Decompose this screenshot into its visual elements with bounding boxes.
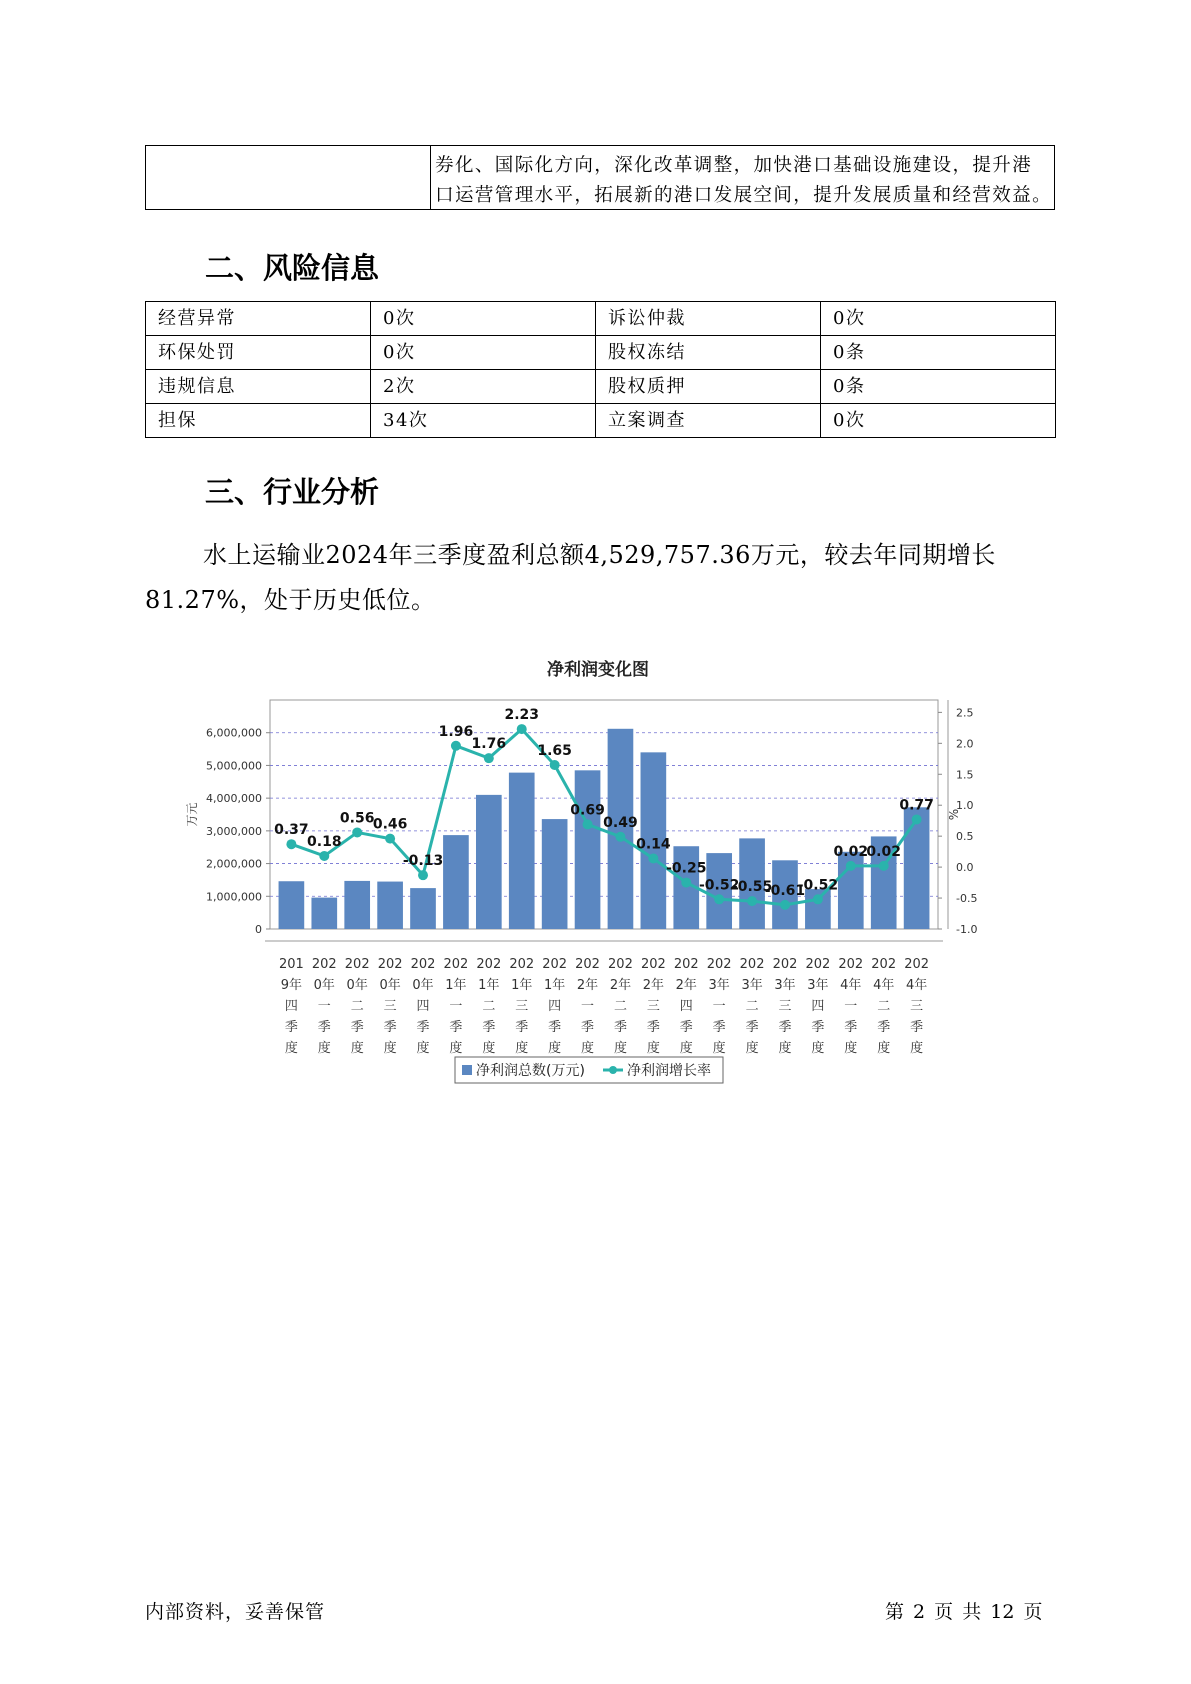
risk-label-cell: 担保 bbox=[146, 404, 371, 438]
y-tick-label: 0 bbox=[255, 923, 262, 936]
x-tick-label: 度 bbox=[844, 1041, 858, 1056]
x-tick-label: 度 bbox=[515, 1041, 529, 1056]
x-tick-label: 202 bbox=[509, 957, 535, 972]
risk-label-cell: 股权质押 bbox=[596, 370, 821, 404]
x-tick-label: 度 bbox=[877, 1041, 891, 1056]
x-tick-label: 202 bbox=[706, 957, 732, 972]
x-tick-label: 季 bbox=[284, 1020, 298, 1035]
x-tick-label: 2年 bbox=[576, 978, 599, 993]
x-tick-label: 度 bbox=[679, 1041, 693, 1056]
x-tick-label: 度 bbox=[482, 1041, 496, 1056]
x-tick-label: 202 bbox=[772, 957, 798, 972]
risk-label-cell: 股权冻结 bbox=[596, 336, 821, 370]
x-tick-label: 度 bbox=[778, 1041, 792, 1056]
y-axis-label: 万元 bbox=[185, 802, 199, 827]
x-tick-label: 202 bbox=[805, 957, 831, 972]
x-tick-label: 3年 bbox=[774, 978, 796, 993]
x-tick-label: 季 bbox=[844, 1020, 858, 1035]
legend-line-label: 净利润增长率 bbox=[627, 1063, 711, 1079]
company-intro-text-cell bbox=[431, 146, 1054, 209]
x-tick-label: 季 bbox=[712, 1020, 726, 1035]
x-tick-label: 202 bbox=[311, 957, 337, 972]
growth-rate-data-label: 0.49 bbox=[603, 814, 638, 831]
bar bbox=[410, 888, 436, 929]
x-tick-label: 三 bbox=[910, 999, 924, 1014]
x-tick-label: 202 bbox=[640, 957, 666, 972]
footer-confidential-note: 内部资料，妥善保管 bbox=[145, 1601, 326, 1623]
company-intro-line-2: 口运营管理水平，拓展新的港口发展空间，提升发展质量和经营效益。 bbox=[435, 185, 1052, 206]
growth-rate-data-label: -0.13 bbox=[402, 853, 444, 870]
x-tick-label: 202 bbox=[575, 957, 600, 972]
x-tick-label: 季 bbox=[383, 1020, 397, 1035]
risk-table-row bbox=[146, 404, 1056, 438]
growth-rate-data-label: 1.76 bbox=[471, 736, 507, 753]
bar bbox=[311, 898, 337, 929]
growth-rate-point bbox=[813, 894, 823, 904]
x-tick-label: 度 bbox=[284, 1041, 298, 1056]
risk-value-cell: 0次 bbox=[371, 336, 596, 370]
x-tick-label: 二 bbox=[877, 999, 891, 1014]
x-tick-label: 度 bbox=[317, 1041, 331, 1056]
growth-rate-data-label: 0.02 bbox=[866, 843, 901, 860]
growth-rate-data-label: 0.56 bbox=[339, 810, 375, 827]
legend-bar-swatch bbox=[462, 1065, 472, 1075]
growth-rate-data-label: -0.52 bbox=[797, 877, 839, 894]
x-tick-label: 三 bbox=[646, 999, 660, 1014]
risk-label-cell: 经营异常 bbox=[146, 302, 371, 336]
risk-label-cell: 诉讼仲裁 bbox=[596, 302, 821, 336]
x-tick-label: 度 bbox=[581, 1041, 595, 1056]
y-tick-label: 4,000,000 bbox=[206, 792, 262, 806]
growth-rate-point bbox=[484, 753, 494, 763]
growth-rate-data-label: -0.61 bbox=[764, 882, 806, 899]
x-tick-label: 0年 bbox=[346, 978, 368, 993]
y2-tick-label: 0.0 bbox=[956, 861, 974, 875]
x-tick-label: 季 bbox=[679, 1020, 693, 1035]
x-tick-label: 四 bbox=[811, 999, 825, 1014]
growth-rate-point bbox=[912, 814, 922, 824]
bar bbox=[377, 882, 403, 929]
footer-page-number: 第 2 页 共 12 页 bbox=[885, 1601, 1043, 1623]
x-tick-label: 季 bbox=[613, 1020, 627, 1035]
x-tick-label: 二 bbox=[613, 999, 627, 1014]
y2-tick-label: -1.0 bbox=[956, 923, 978, 936]
x-tick-label: 0年 bbox=[412, 978, 434, 993]
x-tick-label: 202 bbox=[871, 957, 897, 972]
x-tick-label: 202 bbox=[542, 957, 568, 972]
bar bbox=[476, 795, 502, 929]
growth-rate-point bbox=[352, 827, 362, 837]
x-tick-label: 201 bbox=[278, 957, 304, 972]
risk-value-cell: 0条 bbox=[821, 336, 1056, 370]
growth-rate-point bbox=[648, 853, 658, 863]
growth-rate-point bbox=[517, 724, 527, 734]
section-title-risk: 二、风险信息 bbox=[205, 251, 380, 285]
y2-axis-label: % bbox=[947, 808, 961, 821]
risk-value-cell: 0条 bbox=[821, 370, 1056, 404]
x-tick-label: 202 bbox=[673, 957, 699, 972]
growth-rate-data-label: 0.02 bbox=[833, 843, 869, 860]
x-tick-label: 202 bbox=[904, 957, 930, 972]
x-tick-label: 三 bbox=[778, 999, 792, 1014]
y2-tick-label: 1.0 bbox=[956, 799, 974, 813]
x-tick-label: 季 bbox=[877, 1020, 891, 1035]
x-tick-label: 四 bbox=[679, 999, 693, 1014]
x-tick-label: 季 bbox=[416, 1020, 430, 1035]
x-tick-label: 0年 bbox=[379, 978, 401, 993]
growth-rate-data-label: -0.25 bbox=[666, 860, 707, 877]
x-tick-label: 季 bbox=[350, 1020, 364, 1035]
y2-tick-label: 2.0 bbox=[956, 737, 974, 751]
x-tick-label: 季 bbox=[910, 1020, 924, 1035]
legend-line-marker bbox=[609, 1066, 617, 1074]
x-tick-label: 度 bbox=[350, 1041, 364, 1056]
industry-analysis-paragraph: 水上运输业2024年三季度盈利总额4,529,757.36万元，较去年同期增长81.27%，处于历史低位。 bbox=[145, 541, 996, 614]
growth-rate-point bbox=[681, 878, 691, 888]
growth-rate-point bbox=[714, 894, 724, 904]
x-tick-label: 度 bbox=[416, 1041, 430, 1056]
x-tick-label: 3年 bbox=[708, 978, 730, 993]
growth-rate-data-label: 1.65 bbox=[537, 742, 572, 759]
x-tick-label: 1年 bbox=[543, 978, 566, 993]
x-tick-label: 3年 bbox=[807, 978, 829, 993]
x-tick-label: 三 bbox=[515, 999, 529, 1014]
company-intro-line-1: 券化、国际化方向，深化改革调整，加快港口基础设施建设，提升港 bbox=[435, 155, 1033, 176]
x-tick-label: 二 bbox=[350, 999, 364, 1014]
x-tick-label: 季 bbox=[515, 1020, 529, 1035]
risk-value-cell: 2次 bbox=[371, 370, 596, 404]
bar bbox=[344, 881, 370, 929]
y-tick-label: 6,000,000 bbox=[206, 726, 262, 740]
net-profit-chart-svg bbox=[180, 645, 978, 1105]
x-tick-label: 度 bbox=[548, 1041, 562, 1056]
x-tick-label: 2年 bbox=[675, 978, 697, 993]
growth-rate-point bbox=[846, 861, 856, 871]
x-tick-label: 三 bbox=[383, 999, 397, 1014]
growth-rate-point bbox=[451, 741, 461, 751]
growth-rate-point bbox=[385, 834, 395, 844]
risk-table-row bbox=[146, 370, 1056, 404]
bar bbox=[279, 881, 305, 929]
x-tick-label: 2年 bbox=[609, 978, 632, 993]
risk-table-body bbox=[146, 302, 1056, 438]
growth-rate-point bbox=[879, 861, 889, 871]
y-tick-label: 5,000,000 bbox=[206, 759, 262, 773]
growth-rate-data-label: -0.55 bbox=[731, 879, 773, 896]
x-tick-label: 季 bbox=[646, 1020, 660, 1035]
x-tick-label: 季 bbox=[778, 1020, 792, 1035]
x-tick-label: 度 bbox=[745, 1041, 759, 1056]
x-tick-label: 一 bbox=[317, 999, 331, 1014]
growth-rate-data-label: 0.69 bbox=[570, 802, 605, 819]
growth-rate-data-label: 0.18 bbox=[307, 833, 342, 850]
growth-rate-point bbox=[319, 851, 329, 861]
growth-rate-point bbox=[286, 839, 296, 849]
growth-rate-point bbox=[780, 900, 790, 910]
risk-table-row bbox=[146, 302, 1056, 336]
y-tick-label: 3,000,000 bbox=[206, 824, 262, 838]
risk-value-cell: 0次 bbox=[821, 404, 1056, 438]
x-tick-label: 二 bbox=[482, 999, 496, 1014]
x-tick-label: 4年 bbox=[905, 978, 928, 993]
x-tick-label: 一 bbox=[581, 999, 595, 1014]
growth-rate-point bbox=[418, 870, 428, 880]
growth-rate-data-label: 1.96 bbox=[438, 723, 474, 740]
y2-tick-label: 0.5 bbox=[956, 830, 974, 844]
x-tick-label: 季 bbox=[317, 1020, 331, 1035]
x-tick-label: 4年 bbox=[873, 978, 895, 993]
x-tick-label: 四 bbox=[284, 999, 298, 1014]
bar bbox=[509, 773, 535, 929]
risk-label-cell: 立案调查 bbox=[596, 404, 821, 438]
x-tick-label: 202 bbox=[377, 957, 403, 972]
x-tick-label: 一 bbox=[449, 999, 463, 1014]
bar bbox=[443, 835, 469, 929]
x-tick-label: 四 bbox=[416, 999, 430, 1014]
x-tick-label: 202 bbox=[476, 957, 502, 972]
x-tick-label: 季 bbox=[581, 1020, 595, 1035]
growth-rate-point bbox=[550, 760, 560, 770]
x-tick-label: 季 bbox=[482, 1020, 496, 1035]
x-tick-label: 0年 bbox=[313, 978, 335, 993]
table-empty-cell bbox=[146, 146, 431, 209]
x-tick-label: 202 bbox=[443, 957, 469, 972]
growth-rate-point bbox=[615, 832, 625, 842]
x-tick-label: 度 bbox=[646, 1041, 660, 1056]
x-tick-label: 季 bbox=[449, 1020, 463, 1035]
x-tick-label: 度 bbox=[712, 1041, 726, 1056]
growth-rate-data-label: 0.77 bbox=[899, 797, 934, 814]
x-tick-label: 季 bbox=[745, 1020, 759, 1035]
y2-tick-label: -0.5 bbox=[956, 892, 978, 906]
risk-value-cell: 34次 bbox=[371, 404, 596, 438]
x-tick-label: 2年 bbox=[642, 978, 665, 993]
x-tick-label: 202 bbox=[739, 957, 765, 972]
bar bbox=[904, 807, 930, 929]
risk-table-row bbox=[146, 336, 1056, 370]
growth-rate-point bbox=[747, 896, 757, 906]
x-tick-label: 一 bbox=[844, 999, 858, 1014]
x-tick-label: 度 bbox=[383, 1041, 397, 1056]
y-tick-label: 1,000,000 bbox=[206, 890, 262, 904]
section-title-industry: 三、行业分析 bbox=[205, 475, 380, 509]
growth-rate-data-label: 0.37 bbox=[274, 822, 309, 839]
x-tick-label: 度 bbox=[449, 1041, 463, 1056]
x-tick-label: 季 bbox=[811, 1020, 825, 1035]
x-tick-label: 202 bbox=[838, 957, 864, 972]
risk-info-table bbox=[145, 301, 1056, 438]
x-tick-label: 季 bbox=[548, 1020, 562, 1035]
legend-bar-label: 净利润总数(万元) bbox=[476, 1063, 585, 1079]
chart-title: 净利润变化图 bbox=[547, 660, 649, 680]
growth-rate-data-label: -0.52 bbox=[698, 877, 740, 894]
bar bbox=[575, 770, 601, 929]
company-intro-table-continuation bbox=[145, 145, 1055, 210]
x-tick-label: 1年 bbox=[478, 978, 500, 993]
risk-value-cell: 0次 bbox=[821, 302, 1056, 336]
net-profit-chart bbox=[180, 645, 978, 1105]
x-tick-label: 度 bbox=[613, 1041, 627, 1056]
risk-value-cell: 0次 bbox=[371, 302, 596, 336]
y2-tick-label: 1.5 bbox=[956, 768, 974, 782]
bar bbox=[542, 819, 568, 929]
x-tick-label: 1年 bbox=[445, 978, 467, 993]
growth-rate-data-label: 0.14 bbox=[636, 836, 671, 853]
growth-rate-data-label: 0.46 bbox=[372, 816, 408, 833]
x-tick-label: 202 bbox=[410, 957, 436, 972]
growth-rate-point bbox=[583, 819, 593, 829]
x-tick-label: 度 bbox=[910, 1041, 924, 1056]
x-tick-label: 202 bbox=[608, 957, 633, 972]
growth-rate-data-label: 2.23 bbox=[504, 707, 540, 724]
x-tick-label: 1年 bbox=[511, 978, 533, 993]
risk-label-cell: 环保处罚 bbox=[146, 336, 371, 370]
x-tick-label: 二 bbox=[745, 999, 759, 1014]
x-tick-label: 9年 bbox=[280, 978, 303, 993]
x-tick-label: 202 bbox=[344, 957, 370, 972]
x-tick-label: 度 bbox=[811, 1041, 825, 1056]
x-tick-label: 四 bbox=[548, 999, 562, 1014]
x-tick-label: 一 bbox=[712, 999, 726, 1014]
risk-label-cell: 违规信息 bbox=[146, 370, 371, 404]
x-tick-label: 3年 bbox=[741, 978, 763, 993]
x-tick-label: 4年 bbox=[840, 978, 862, 993]
y-tick-label: 2,000,000 bbox=[206, 857, 262, 871]
y2-tick-label: 2.5 bbox=[956, 706, 974, 720]
